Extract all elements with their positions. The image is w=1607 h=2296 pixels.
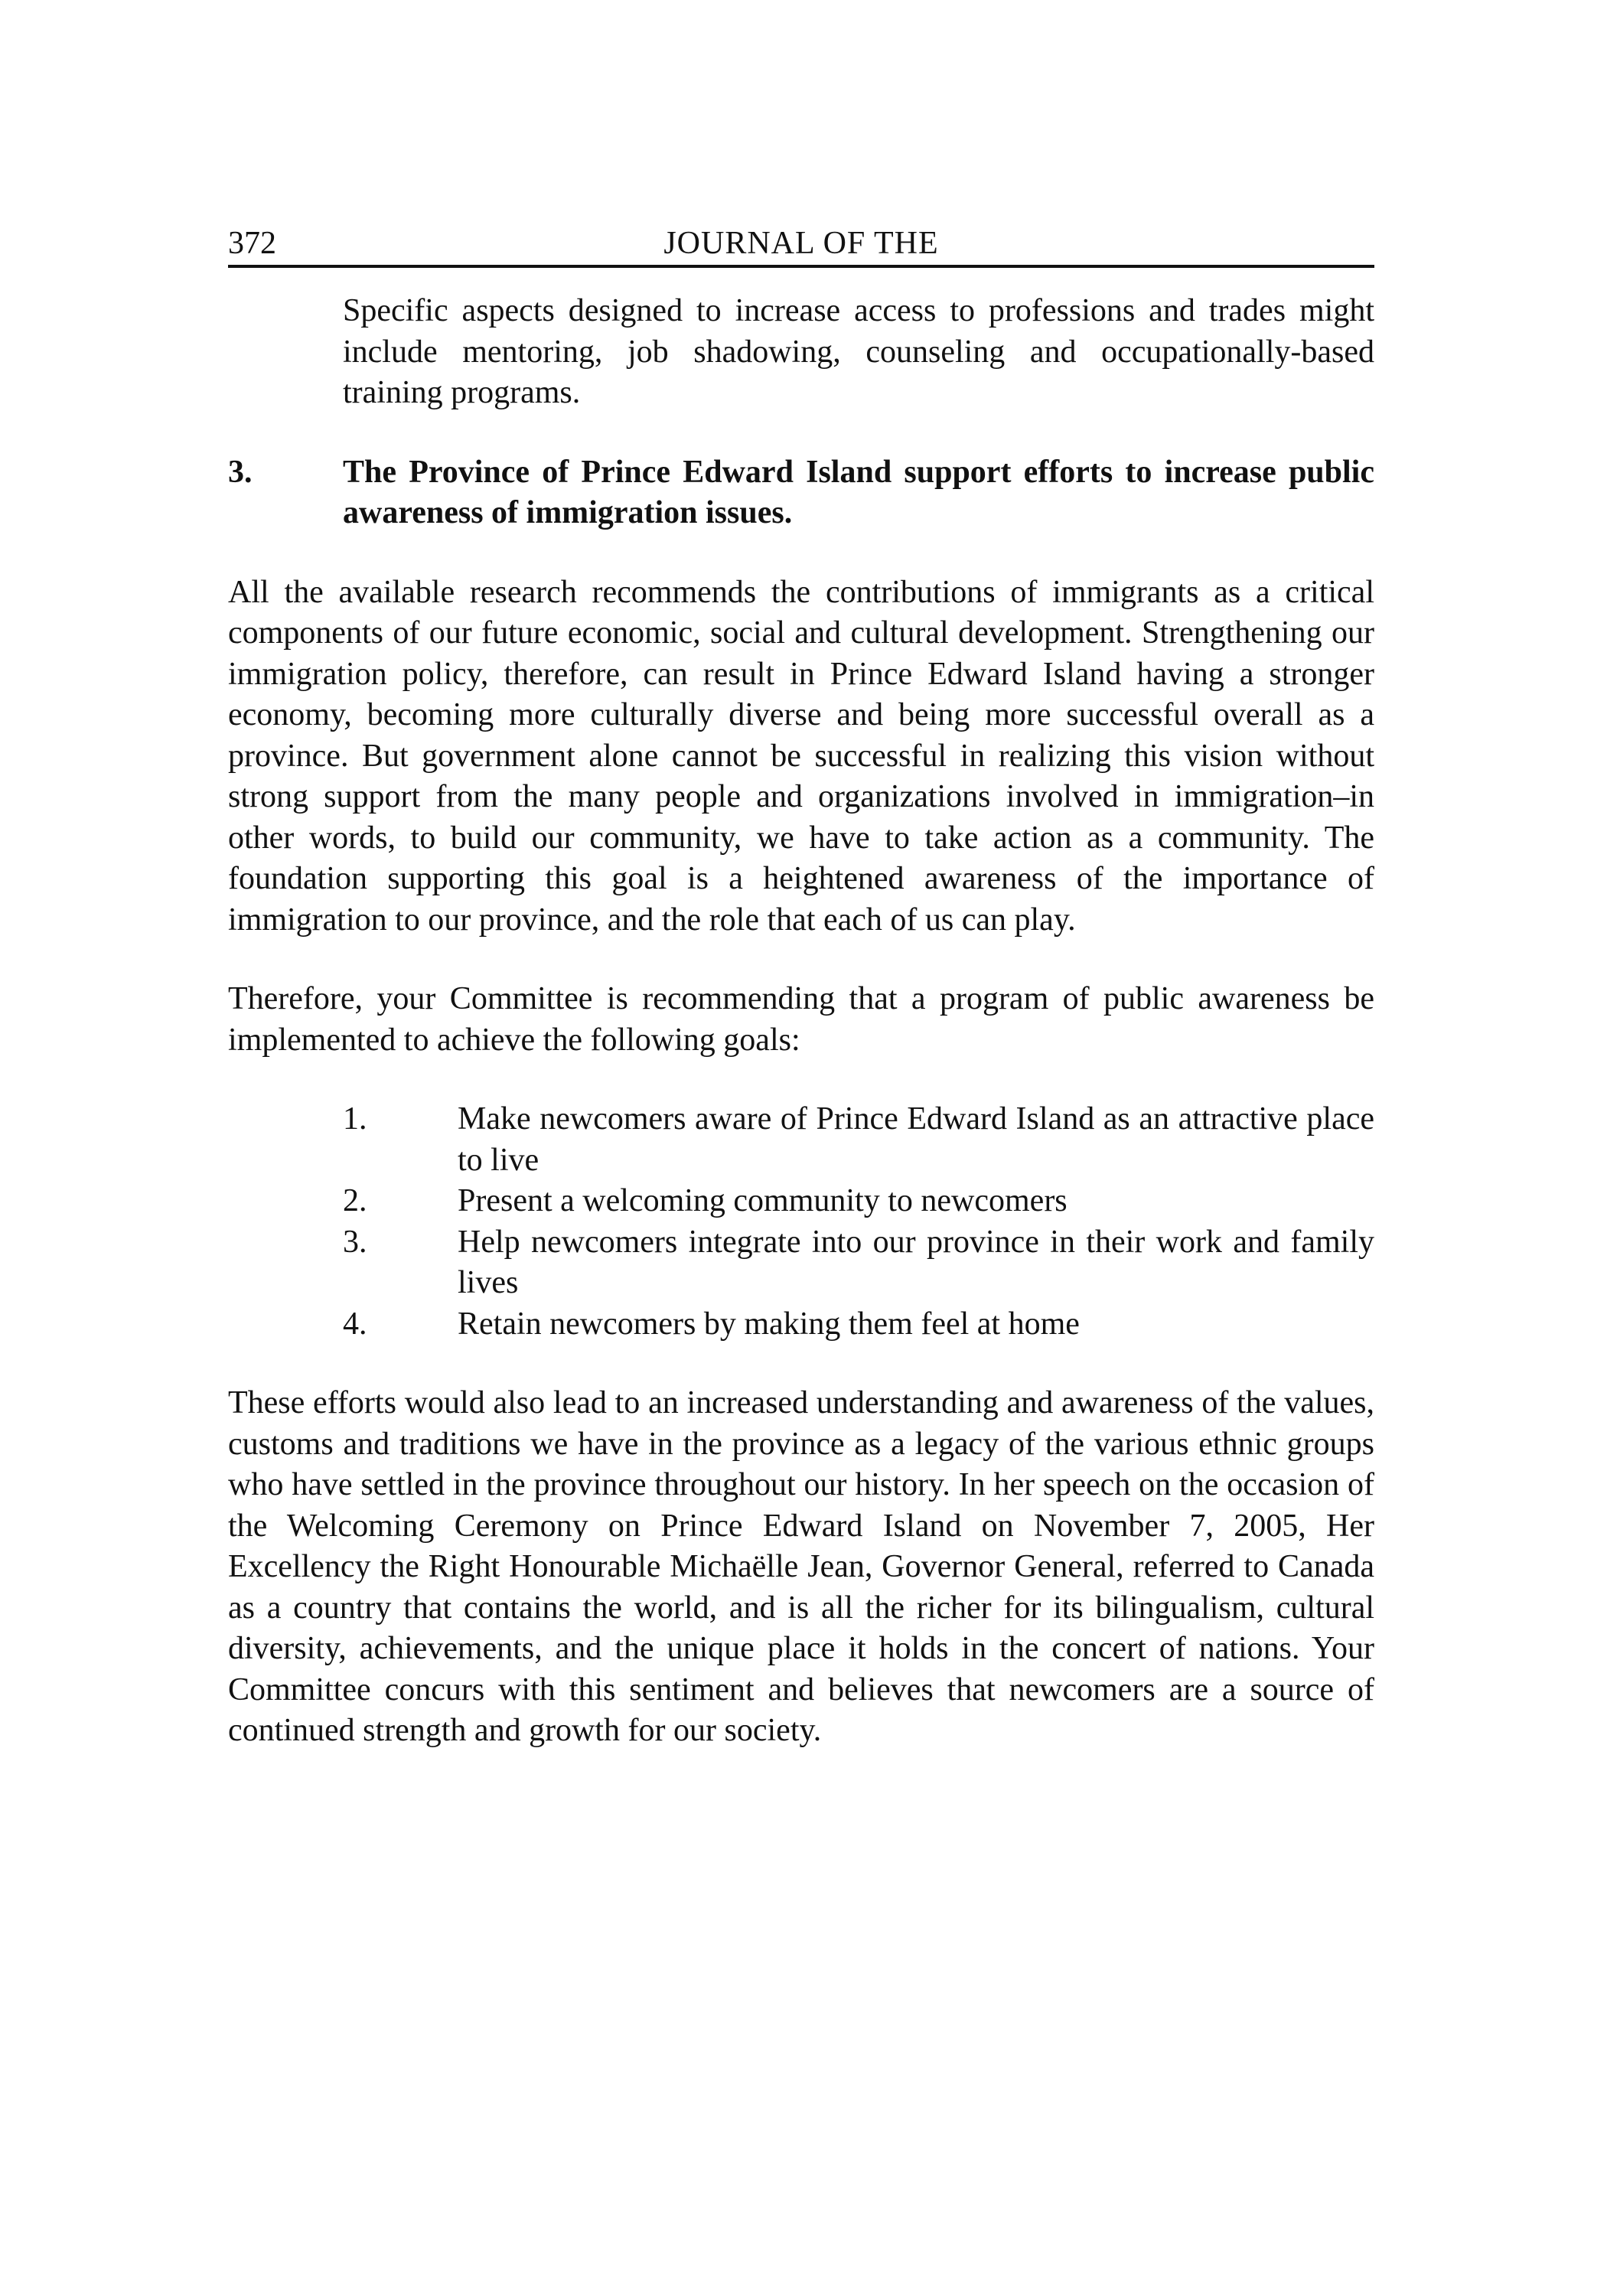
goal-number: 4. — [343, 1306, 367, 1342]
goals-list — [228, 1099, 1374, 1345]
continuation-paragraph: Specific aspects designed to increase access to professions and trades might include mentoring, job shadowing, counseling and occupationally-based training programs. — [343, 293, 1374, 410]
body-paragraph-research: All the available research recommends the contributions of immigrants as a critical components of our future economic, social and cultural development. Strengthening our immigration policy, therefore, can result in Prince Edward Island having a stronger economy, becoming more culturally diverse and being more successful overall as a province. But government alone cannot be successful in realizing this vision without strong support from the many people and organizations involved in immigration–in other words, to build our community, we have to take action as a community. The foundation supporting this goal is a heightened awareness of the importance of immigration to our province, and the role that each of us can play. — [228, 574, 1374, 938]
page-number: 372 — [228, 226, 276, 261]
body-paragraph-goals-intro: Therefore, your Committee is recommending that a program of public awareness be implemented to achieve the following goals: — [228, 981, 1374, 1058]
goal-number: 1. — [343, 1101, 367, 1137]
goal-text: Help newcomers integrate into our province in their work and family lives — [458, 1224, 1374, 1300]
goal-text: Retain newcomers by making them feel at home — [458, 1306, 1080, 1342]
goal-number: 3. — [343, 1224, 367, 1260]
list-item — [343, 1222, 1374, 1304]
goal-text: Present a welcoming community to newcomers — [458, 1183, 1068, 1218]
list-item — [343, 1099, 1374, 1181]
recommendation-number: 3. — [228, 454, 253, 490]
list-item — [343, 1181, 1374, 1222]
journal-page — [228, 222, 1374, 1752]
goal-number: 2. — [343, 1183, 367, 1218]
list-item — [343, 1304, 1374, 1345]
goal-text: Make newcomers aware of Prince Edward Island as an attractive place to live — [458, 1101, 1374, 1178]
closing-paragraph: These efforts would also lead to an increased understanding and awareness of the values, customs and traditions we have in the province as a legacy of the various ethnic groups who have settled in the province throughout our history. In her speech on the occasion of the Welcoming Ceremony on Prince Edward Island on November 7, 2005, Her Excellency the Right Honourable Michaëlle Jean, Governor General, referred to Canada as a country that contains the world, and is all the richer for its bilingualism, cultural diversity, achievements, and the unique place it holds in the concert of nations. Your Committee concurs with this sentiment and believes that newcomers are a source of continued strength and growth for our society. — [228, 1385, 1374, 1748]
recommendation-heading — [228, 452, 1374, 534]
journal-title: JOURNAL OF THE — [663, 226, 939, 261]
recommendation-text: The Province of Prince Edward Island support efforts to increase public awareness of immigration issues. — [343, 454, 1374, 530]
running-header — [228, 222, 1374, 268]
